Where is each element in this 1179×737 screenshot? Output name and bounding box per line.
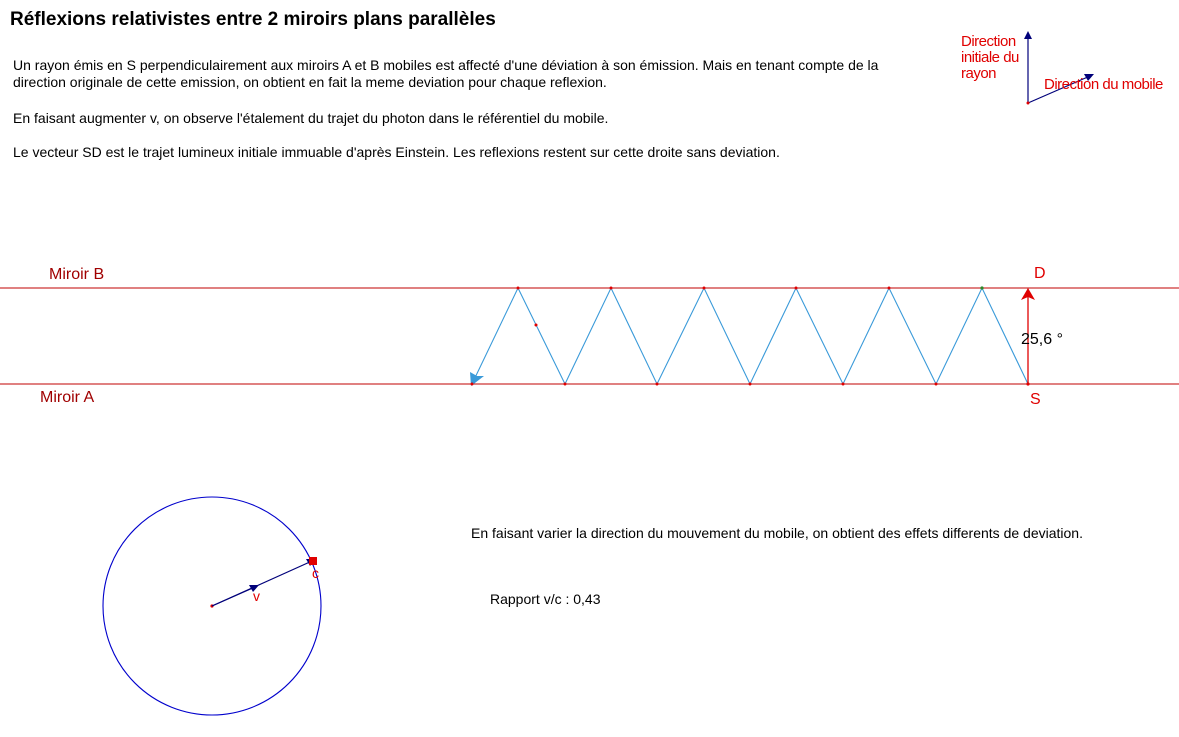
c-label: c bbox=[312, 565, 319, 581]
legend-origin-point bbox=[1027, 102, 1030, 105]
velocity-paragraph: En faisant augmenter v, on observe l'étalement du trajet du photon dans le référentiel du mobile. bbox=[13, 110, 609, 126]
angle-label: 25,6 ° bbox=[1021, 331, 1063, 348]
ratio-readout: Rapport v/c : 0,43 bbox=[490, 591, 601, 607]
c-handle[interactable] bbox=[309, 557, 317, 565]
ray-direction-arrowhead bbox=[1024, 31, 1032, 39]
mirror-b-label: Miroir B bbox=[49, 266, 105, 283]
v-label: v bbox=[253, 588, 260, 604]
ray-direction-label: Direction initiale du rayon bbox=[961, 33, 1019, 82]
direction-paragraph: En faisant varier la direction du mouvement du mobile, on obtient des effets differents de deviation. bbox=[471, 525, 1083, 541]
mobile-direction-label: Direction du mobile bbox=[1044, 76, 1163, 93]
mirror-a-label: Miroir A bbox=[40, 389, 95, 406]
point-d-label: D bbox=[1034, 265, 1046, 282]
point-s-label: S bbox=[1030, 391, 1041, 408]
light-ray-path bbox=[472, 288, 1028, 384]
einstein-paragraph: Le vecteur SD est le trajet lumineux initiale immuable d'après Einstein. Les reflexions restent sur cette droite sans deviation. bbox=[13, 144, 780, 160]
page-title: Réflexions relativistes entre 2 miroirs plans parallèles bbox=[10, 9, 496, 30]
v-vector[interactable] bbox=[212, 587, 255, 606]
point-s bbox=[1026, 382, 1029, 385]
intro-paragraph: Un rayon émis en S perpendiculairement aux miroirs A et B mobiles est affecté d'une déviation à son émission. Mais en tenant compte de la direction originale de cette emission, on obtient en fait la meme deviation pour chaque reflexion. bbox=[13, 57, 879, 90]
